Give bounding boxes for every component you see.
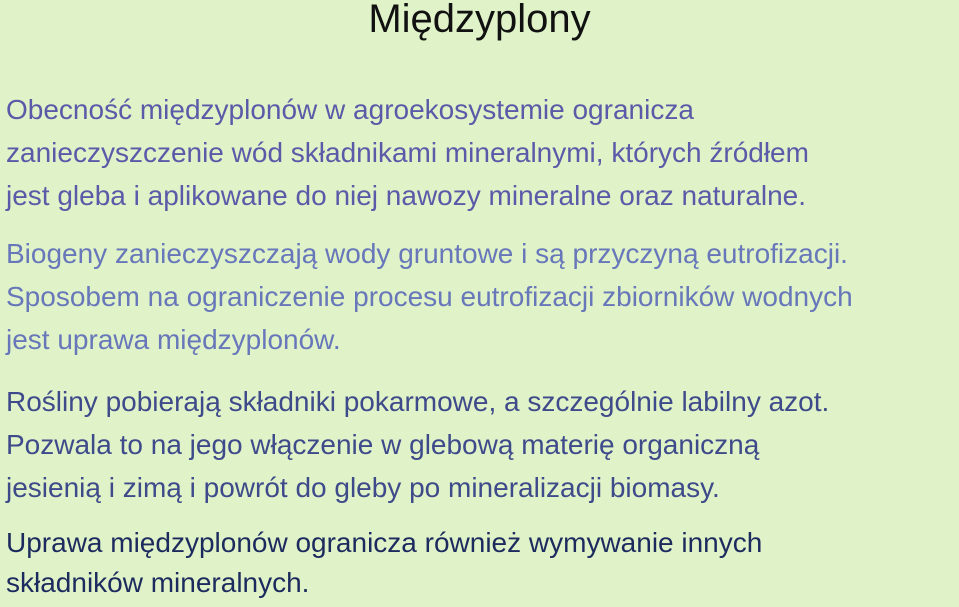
text-line: jesienią i zimą i powrót do gleby po mineralizacji biomasy.: [6, 472, 720, 503]
paragraph-eutrophication: [6, 232, 956, 361]
text-line: Biogeny zanieczyszczają wody gruntowe i są przyczyną eutrofizacji.: [6, 238, 848, 269]
paragraph-cover-crops-pollution: [6, 88, 956, 217]
text-line: Uprawa międzyplonów ogranicza również wymywanie innych: [6, 527, 763, 558]
text-line: jest uprawa międzyplonów.: [6, 324, 341, 355]
text-line: zanieczyszczenie wód składnikami mineralnymi, których źródłem: [6, 137, 809, 168]
text-line: Obecność międzyplonów w agroekosystemie ogranicza: [6, 94, 694, 125]
paragraph-nutrient-uptake: [6, 380, 956, 509]
text-line: Pozwala to na jego włączenie w glebową materię organiczną: [6, 429, 760, 460]
text-line: jest gleba i aplikowane do niej nawozy mineralne oraz naturalne.: [6, 180, 807, 211]
text-line: Rośliny pobierają składniki pokarmowe, a szczególnie labilny azot.: [6, 386, 830, 417]
slide-title: Międzyplony: [368, 0, 591, 41]
text-line: składników mineralnych.: [6, 567, 310, 598]
text-line: Sposobem na ograniczenie procesu eutrofizacji zbiorników wodnych: [6, 281, 853, 312]
paragraph-leaching: [6, 523, 956, 603]
